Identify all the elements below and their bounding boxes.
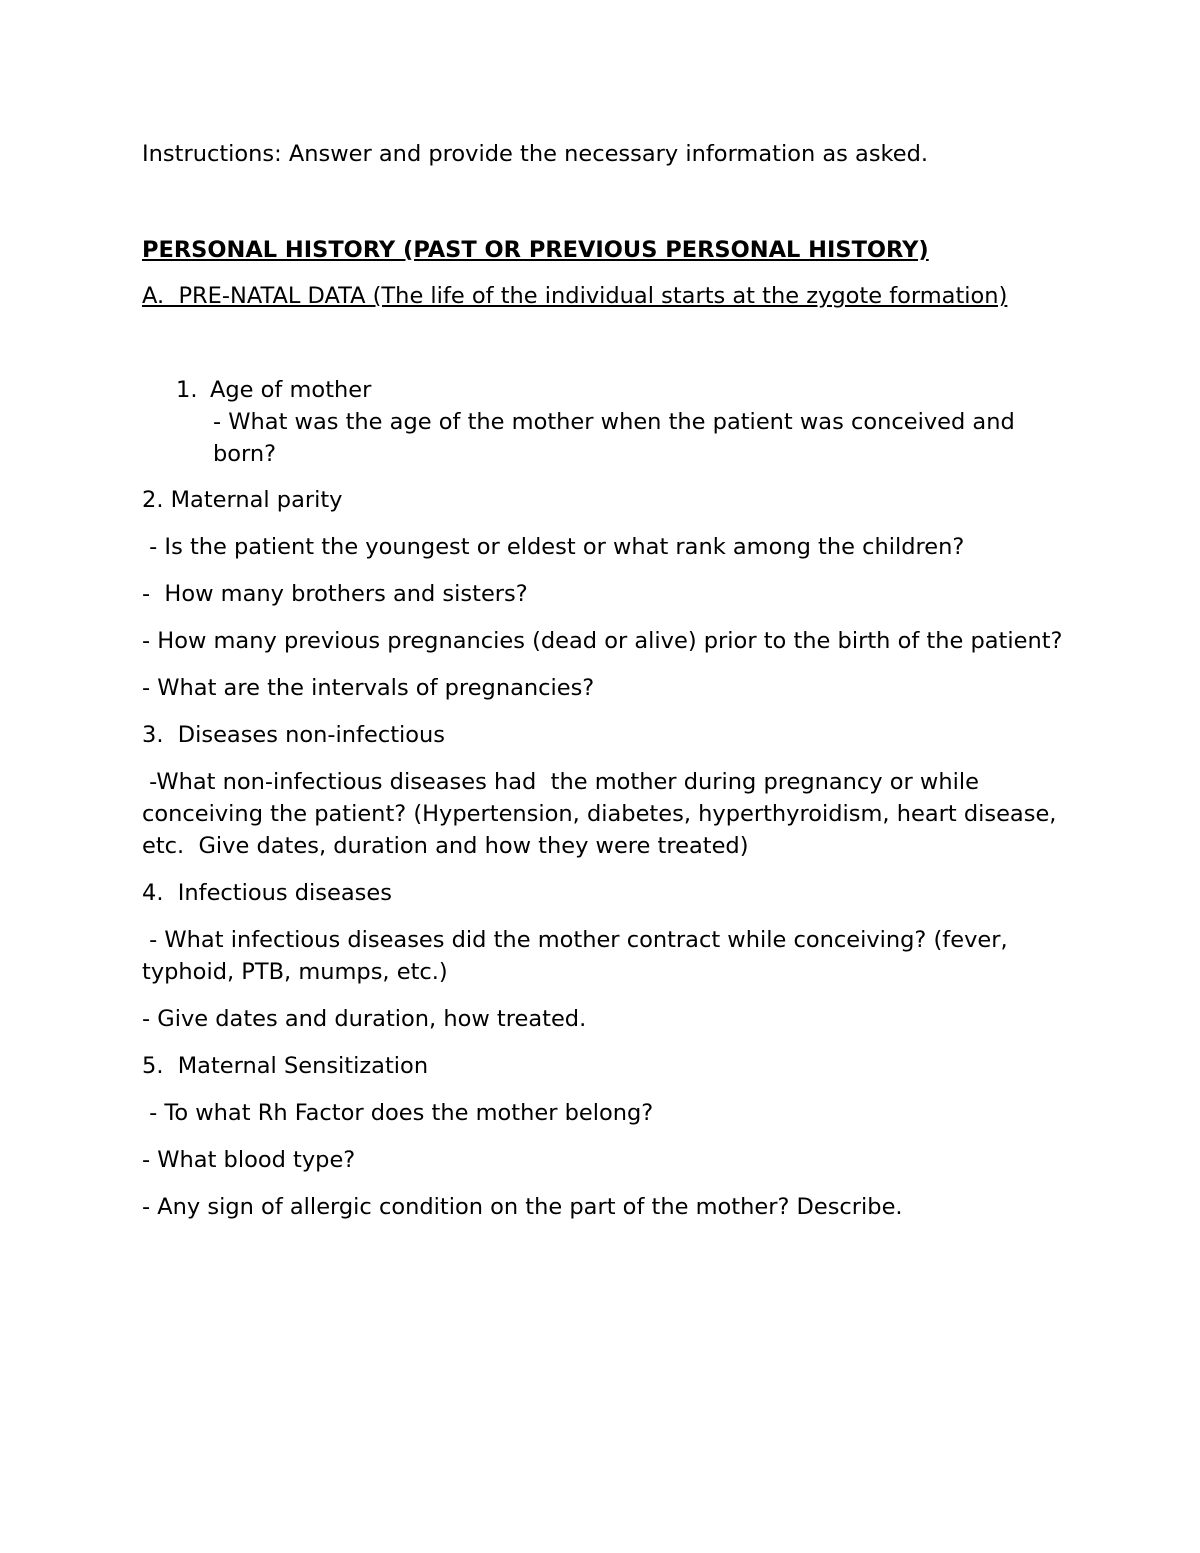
item-title-maternal-parity: 2. Maternal parity (142, 487, 343, 513)
question-line: - What are the intervals of pregnancies? (142, 675, 595, 701)
document-body (142, 138, 1072, 1238)
question-line: - How many previous pregnancies (dead or alive) prior to the birth of the patient? (142, 628, 1063, 654)
question-line: - Any sign of allergic condition on the part of the mother? Describe. (142, 1194, 903, 1220)
subsection-heading: A. PRE-NATAL DATA (The life of the individual starts at the zygote formation) (142, 283, 1008, 309)
item-title-diseases-non-infectious: 3. Diseases non-infectious (142, 722, 446, 748)
item-title: Age of mother (210, 377, 372, 403)
item-question: - What was the age of the mother when the patient was conceived and born? (213, 409, 1015, 467)
item-age-of-mother (142, 374, 1072, 470)
section-heading: PERSONAL HISTORY (PAST OR PREVIOUS PERSONAL HISTORY) (142, 237, 929, 263)
question-line: - Give dates and duration, how treated. (142, 1006, 587, 1032)
question-line: - What infectious diseases did the mother contract while conceiving? (fever, typhoid, PTB, mumps, etc.) (142, 927, 1015, 985)
question-line: - How many brothers and sisters? (142, 581, 528, 607)
question-line: - To what Rh Factor does the mother belong? (142, 1100, 654, 1126)
item-number: 1. (176, 377, 198, 403)
instructions-text: Instructions: Answer and provide the necessary information as asked. (142, 141, 929, 167)
item-title-infectious-diseases: 4. Infectious diseases (142, 880, 392, 906)
question-line: - What blood type? (142, 1147, 356, 1173)
question-line: -What non-infectious diseases had the mother during pregnancy or while conceiving the patient? (Hypertension, diabetes, hyperthyroidism, heart disease, etc. Give dates, duration and how they were treated) (142, 769, 1064, 859)
item-title-maternal-sensitization: 5. Maternal Sensitization (142, 1053, 429, 1079)
question-line: - Is the patient the youngest or eldest or what rank among the children? (142, 534, 965, 560)
